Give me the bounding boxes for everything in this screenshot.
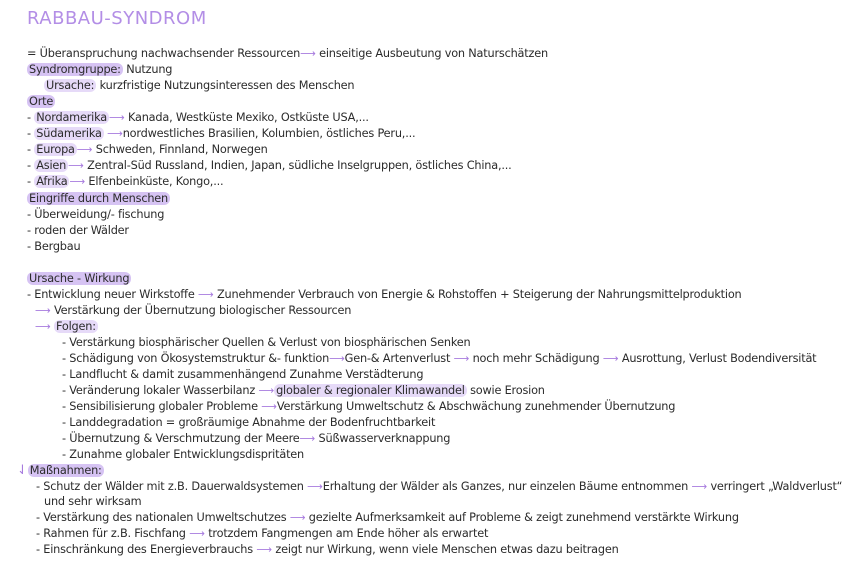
folgen-item: - Veränderung lokaler Wasserbilanz ⟶ globaler & regionaler Klimawandel sowie Erosion (62, 384, 545, 397)
arrow-icon: ⟶ (453, 352, 470, 365)
arrow-icon: ⟶ (69, 175, 86, 188)
arrow-icon: ⟶ (35, 320, 51, 333)
intro-result: einseitige Ausbeutung von Naturschätzen (319, 47, 548, 60)
orte-item: - Nordamerika ⟶ Kanada, Westküste Mexiko, Ostküste USA,... (27, 111, 369, 124)
arrow-icon: ⟶ (109, 111, 125, 124)
arrow-icon: ⟶ (256, 543, 272, 556)
arrow-icon: ⟶ (258, 384, 275, 397)
folgen-item: - Landdegradation = großräumige Abnahme der Bodenfruchtbarkeit (62, 416, 436, 429)
orte-item: - Südamerika ⟶nordwestliches Brasilien, Kolumbien, östliches Peru,... (27, 127, 416, 140)
arrow-icon: ⟶ (68, 159, 84, 172)
wirkung-line: - Entwicklung neuer Wirkstoffe ⟶ Zunehmender Verbrauch von Energie & Rohstoffen + Steigerung der Nahrungsmittelproduktion (27, 288, 742, 301)
arrow-icon: ⟶ (76, 143, 93, 156)
eingriffe-item: - Bergbau (27, 240, 81, 253)
arrow-icon: ⟶ (307, 480, 323, 493)
intro-prefix: = Überanspruchung nachwachsender Ressourcen (27, 47, 301, 60)
syndromgruppe-value: Nutzung (126, 63, 173, 76)
eingriffe-item: - Überweidung/- fischung (27, 208, 165, 221)
arrow-icon: ⟶ (189, 527, 205, 540)
folgen-item: - Zunahme globaler Entwicklungsdispritäten (62, 448, 305, 461)
arrow-icon: ⟶ (261, 400, 277, 413)
arrow-icon: ⟶ (107, 127, 123, 140)
arrow-icon: ⟶ (691, 480, 708, 493)
orte-item: - Asien ⟶ Zentral-Süd Russland, Indien, Japan, südliche Inselgruppen, östliches China,... (27, 159, 512, 172)
orte-item: - Europa ⟶ Schweden, Finnland, Norwegen (27, 143, 268, 156)
folgen-item: - Sensibilisierung globaler Probleme ⟶Verstärkung Umweltschutz & Abschwächung zunehmender Übernutzung (62, 400, 676, 413)
page-title: RABBAU-SYNDROM (27, 8, 207, 29)
massnahmen-heading: ⇃ Maßnahmen: (17, 463, 102, 478)
down-arrow-icon: ⇃ (17, 463, 28, 478)
wirkung-line: ⟶ Verstärkung der Übernutzung biologischer Ressourcen (35, 304, 352, 317)
arrow-icon: ⟶ (299, 432, 316, 445)
eingriffe-item: - roden der Wälder (27, 224, 129, 237)
massnahmen-item-cont: und sehr wirksam (44, 495, 142, 508)
folgen-item: - Landflucht & damit zusammenhängend Zunahme Verstädterung (62, 368, 424, 381)
arrow-icon: ⟶ (300, 47, 316, 60)
syndromgruppe-label: Syndromgruppe: (29, 63, 121, 76)
massnahmen-item: - Schutz der Wälder mit z.B. Dauerwaldsystemen ⟶Erhaltung der Wälder als Ganzes, nur einzelen Bäume entnommen ⟶ verringert „Waldverlust“ (36, 480, 842, 493)
folgen-item: - Übernutzung & Verschmutzung der Meere⟶ Süßwasserverknappung (62, 432, 451, 445)
arrow-icon: ⟶ (35, 304, 51, 317)
massnahmen-item: - Verstärkung des nationalen Umweltschutzes ⟶ gezielte Aufmerksamkeit auf Probleme & zeigt zunehmend verstärkte Wirkung (36, 511, 739, 524)
ursache-line (44, 79, 354, 93)
massnahmen-item: - Rahmen für z.B. Fischfang ⟶ trotzdem Fangmengen am Ende höher als erwartet (36, 527, 489, 540)
intro-line (27, 47, 548, 61)
wirkung-heading: Ursache - Wirkung (29, 272, 130, 285)
eingriffe-heading: Eingriffe durch Menschen (29, 192, 168, 205)
folgen-heading: ⟶ Folgen: (35, 320, 96, 333)
folgen-item: - Schädigung von Ökosystemstruktur &- funktion⟶Gen-& Artenverlust ⟶ noch mehr Schädigung ⟶ Ausrottung, Verlust Bodendiversität (62, 352, 817, 365)
arrow-icon: ⟶ (198, 288, 214, 301)
ursache-value: kurzfristige Nutzungsinteressen des Menschen (99, 79, 355, 92)
arrow-icon: ⟶ (602, 352, 619, 365)
orte-heading: Orte (29, 95, 54, 108)
ursache-label: Ursache: (46, 79, 95, 92)
arrow-icon: ⟶ (289, 511, 306, 524)
orte-item: - Afrika ⟶ Elfenbeinküste, Kongo,... (27, 175, 224, 188)
syndromgruppe-line (27, 63, 172, 77)
folgen-item: - Verstärkung biosphärischer Quellen & Verlust von biosphärischen Senken (62, 336, 471, 349)
arrow-icon: ⟶ (329, 352, 345, 365)
massnahmen-item: - Einschränkung des Energieverbrauchs ⟶ zeigt nur Wirkung, wenn viele Menschen etwas dazu beitragen (36, 543, 619, 556)
